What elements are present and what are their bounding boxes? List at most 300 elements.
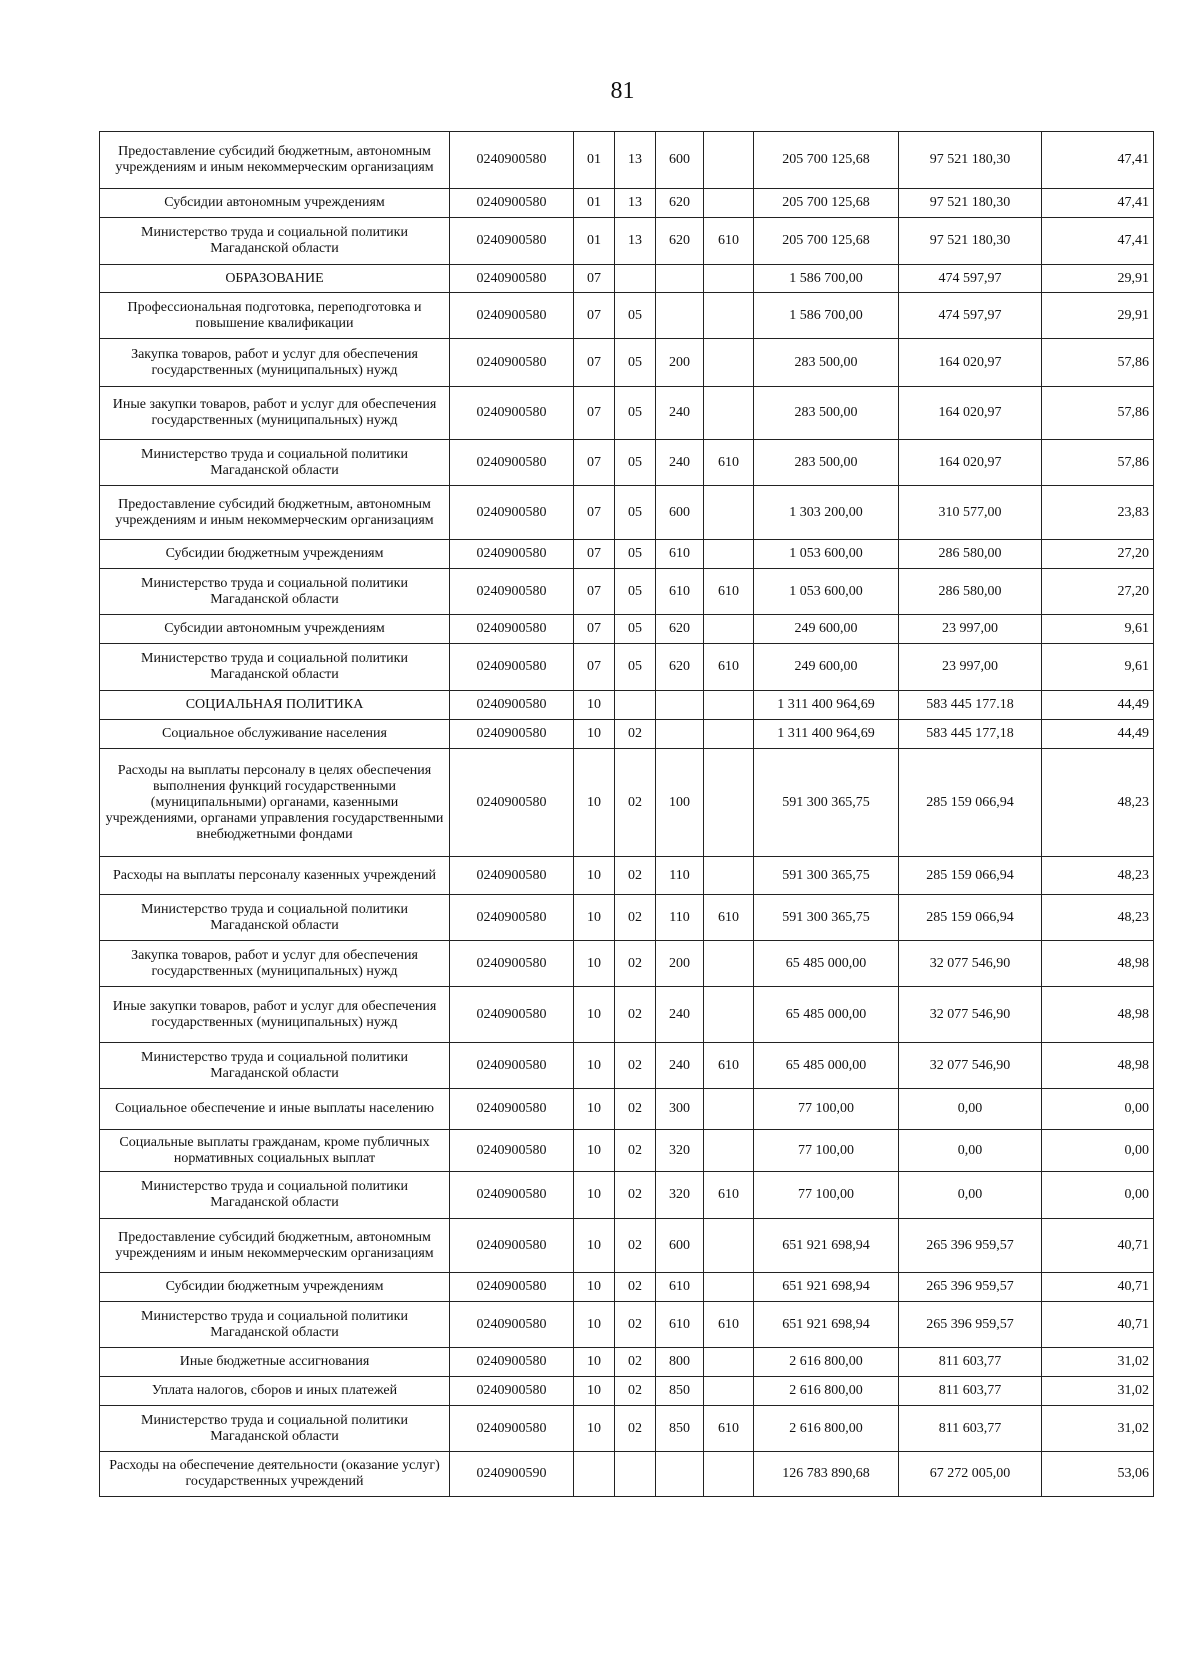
cell-csr: 0240900580: [450, 1302, 574, 1348]
cell-pr: 13: [615, 218, 656, 265]
table-row: [100, 615, 1154, 644]
cell-rz: 10: [574, 1406, 615, 1452]
cell-grbs: [704, 1348, 754, 1377]
cell-csr: 0240900580: [450, 644, 574, 691]
cell-grbs: 610: [704, 1406, 754, 1452]
cell-vr: 320: [656, 1130, 704, 1172]
cell-csr: 0240900580: [450, 440, 574, 486]
cell-csr: 0240900590: [450, 1452, 574, 1497]
cell-name: Расходы на обеспечение деятельности (оказание услуг) государственных учреждений: [100, 1452, 450, 1497]
cell-plan: 2 616 800,00: [754, 1406, 899, 1452]
table-row: [100, 218, 1154, 265]
cell-pr: 05: [615, 339, 656, 387]
cell-pct: 9,61: [1042, 644, 1154, 691]
cell-vr: 610: [656, 569, 704, 615]
cell-fact: 286 580,00: [899, 540, 1042, 569]
cell-pr: 02: [615, 1406, 656, 1452]
cell-csr: 0240900580: [450, 486, 574, 540]
cell-csr: 0240900580: [450, 1348, 574, 1377]
table-row: [100, 189, 1154, 218]
table-row: [100, 440, 1154, 486]
table-row: [100, 1043, 1154, 1089]
table-row: [100, 339, 1154, 387]
cell-pr: 02: [615, 1348, 656, 1377]
cell-pct: 48,23: [1042, 895, 1154, 941]
cell-vr: 610: [656, 1273, 704, 1302]
cell-plan: 65 485 000,00: [754, 1043, 899, 1089]
cell-csr: 0240900580: [450, 339, 574, 387]
cell-grbs: [704, 1377, 754, 1406]
table-row: [100, 569, 1154, 615]
cell-name: Министерство труда и социальной политики Магаданской области: [100, 1172, 450, 1219]
cell-rz: 07: [574, 540, 615, 569]
cell-rz: 10: [574, 1348, 615, 1377]
cell-pr: 02: [615, 895, 656, 941]
table-row: [100, 895, 1154, 941]
cell-vr: [656, 720, 704, 749]
cell-name: Министерство труда и социальной политики Магаданской области: [100, 440, 450, 486]
cell-fact: 583 445 177,18: [899, 720, 1042, 749]
cell-plan: 126 783 890,68: [754, 1452, 899, 1497]
cell-fact: 67 272 005,00: [899, 1452, 1042, 1497]
cell-vr: 300: [656, 1089, 704, 1130]
cell-pct: 47,41: [1042, 218, 1154, 265]
cell-pct: 44,49: [1042, 720, 1154, 749]
cell-vr: 620: [656, 644, 704, 691]
cell-pr: 02: [615, 1219, 656, 1273]
cell-pr: 02: [615, 1172, 656, 1219]
cell-name: Министерство труда и социальной политики Магаданской области: [100, 644, 450, 691]
cell-grbs: [704, 987, 754, 1043]
cell-plan: 283 500,00: [754, 387, 899, 440]
cell-plan: 1 586 700,00: [754, 293, 899, 339]
cell-rz: 01: [574, 132, 615, 189]
cell-pct: 57,86: [1042, 387, 1154, 440]
table-row: [100, 1273, 1154, 1302]
cell-name: Социальное обеспечение и иные выплаты населению: [100, 1089, 450, 1130]
cell-vr: 600: [656, 486, 704, 540]
cell-rz: 10: [574, 720, 615, 749]
cell-name: Субсидии бюджетным учреждениям: [100, 1273, 450, 1302]
cell-vr: 100: [656, 749, 704, 857]
cell-fact: 265 396 959,57: [899, 1219, 1042, 1273]
cell-pr: 05: [615, 387, 656, 440]
cell-grbs: 610: [704, 1172, 754, 1219]
cell-plan: 591 300 365,75: [754, 857, 899, 895]
cell-pct: 0,00: [1042, 1172, 1154, 1219]
cell-csr: 0240900580: [450, 1377, 574, 1406]
cell-name: Министерство труда и социальной политики Магаданской области: [100, 1406, 450, 1452]
cell-fact: 811 603,77: [899, 1348, 1042, 1377]
table-row: [100, 857, 1154, 895]
table-row: [100, 749, 1154, 857]
table-row: [100, 486, 1154, 540]
cell-fact: 164 020,97: [899, 387, 1042, 440]
cell-pct: 0,00: [1042, 1089, 1154, 1130]
cell-plan: 651 921 698,94: [754, 1273, 899, 1302]
cell-rz: 10: [574, 691, 615, 720]
cell-rz: 10: [574, 749, 615, 857]
cell-vr: 240: [656, 440, 704, 486]
cell-pct: 29,91: [1042, 293, 1154, 339]
cell-pct: 48,23: [1042, 749, 1154, 857]
cell-fact: 474 597,97: [899, 293, 1042, 339]
cell-rz: 07: [574, 339, 615, 387]
cell-grbs: [704, 720, 754, 749]
cell-rz: 07: [574, 293, 615, 339]
cell-name: Предоставление субсидий бюджетным, автономным учреждениям и иным некоммерческим организациям: [100, 1219, 450, 1273]
table-row: [100, 540, 1154, 569]
cell-vr: 850: [656, 1406, 704, 1452]
cell-grbs: [704, 265, 754, 293]
cell-fact: 285 159 066,94: [899, 895, 1042, 941]
cell-name: Министерство труда и социальной политики Магаданской области: [100, 218, 450, 265]
cell-grbs: 610: [704, 1043, 754, 1089]
cell-fact: 265 396 959,57: [899, 1273, 1042, 1302]
cell-vr: 240: [656, 387, 704, 440]
cell-fact: 0,00: [899, 1172, 1042, 1219]
cell-vr: 240: [656, 987, 704, 1043]
cell-pr: 05: [615, 486, 656, 540]
cell-fact: 32 077 546,90: [899, 1043, 1042, 1089]
cell-fact: 285 159 066,94: [899, 857, 1042, 895]
cell-pr: 13: [615, 189, 656, 218]
cell-fact: 286 580,00: [899, 569, 1042, 615]
cell-name: Субсидии автономным учреждениям: [100, 189, 450, 218]
cell-rz: [574, 1452, 615, 1497]
cell-pr: [615, 265, 656, 293]
table-row: [100, 1302, 1154, 1348]
cell-pct: 47,41: [1042, 189, 1154, 218]
cell-grbs: [704, 1130, 754, 1172]
cell-csr: 0240900580: [450, 1043, 574, 1089]
cell-rz: 07: [574, 486, 615, 540]
cell-name: Министерство труда и социальной политики Магаданской области: [100, 569, 450, 615]
cell-csr: 0240900580: [450, 218, 574, 265]
cell-pr: 02: [615, 1377, 656, 1406]
cell-grbs: [704, 749, 754, 857]
cell-fact: 265 396 959,57: [899, 1302, 1042, 1348]
cell-name: Иные закупки товаров, работ и услуг для обеспечения государственных (муниципальных) нужд: [100, 387, 450, 440]
cell-grbs: [704, 1273, 754, 1302]
cell-plan: 651 921 698,94: [754, 1219, 899, 1273]
cell-plan: 283 500,00: [754, 440, 899, 486]
cell-rz: 07: [574, 644, 615, 691]
table-row: [100, 691, 1154, 720]
cell-name: Предоставление субсидий бюджетным, автономным учреждениям и иным некоммерческим организациям: [100, 486, 450, 540]
cell-pct: 31,02: [1042, 1406, 1154, 1452]
cell-name: Социальные выплаты гражданам, кроме публичных нормативных социальных выплат: [100, 1130, 450, 1172]
cell-fact: 811 603,77: [899, 1377, 1042, 1406]
cell-pct: 0,00: [1042, 1130, 1154, 1172]
cell-csr: 0240900580: [450, 265, 574, 293]
cell-vr: 320: [656, 1172, 704, 1219]
cell-pct: 40,71: [1042, 1273, 1154, 1302]
cell-pr: 05: [615, 569, 656, 615]
table-row: [100, 1172, 1154, 1219]
cell-pr: 02: [615, 1043, 656, 1089]
cell-fact: 32 077 546,90: [899, 941, 1042, 987]
cell-rz: 07: [574, 569, 615, 615]
cell-fact: 0,00: [899, 1130, 1042, 1172]
cell-grbs: 610: [704, 644, 754, 691]
table-row: [100, 941, 1154, 987]
cell-fact: 23 997,00: [899, 644, 1042, 691]
cell-fact: 164 020,97: [899, 339, 1042, 387]
cell-rz: 10: [574, 1130, 615, 1172]
budget-table: [99, 131, 1154, 1497]
cell-vr: 850: [656, 1377, 704, 1406]
cell-grbs: [704, 132, 754, 189]
cell-plan: 591 300 365,75: [754, 749, 899, 857]
cell-plan: 77 100,00: [754, 1089, 899, 1130]
cell-fact: 811 603,77: [899, 1406, 1042, 1452]
cell-csr: 0240900580: [450, 189, 574, 218]
cell-grbs: [704, 941, 754, 987]
cell-plan: 205 700 125,68: [754, 218, 899, 265]
cell-grbs: 610: [704, 895, 754, 941]
cell-csr: 0240900580: [450, 749, 574, 857]
table-row: [100, 1348, 1154, 1377]
cell-pct: 40,71: [1042, 1219, 1154, 1273]
cell-name: Социальное обслуживание населения: [100, 720, 450, 749]
cell-grbs: 610: [704, 569, 754, 615]
cell-vr: 200: [656, 941, 704, 987]
cell-grbs: [704, 615, 754, 644]
cell-plan: 249 600,00: [754, 615, 899, 644]
cell-csr: 0240900580: [450, 387, 574, 440]
cell-grbs: [704, 339, 754, 387]
cell-name: ОБРАЗОВАНИЕ: [100, 265, 450, 293]
cell-pr: 02: [615, 1089, 656, 1130]
cell-plan: 249 600,00: [754, 644, 899, 691]
cell-fact: 97 521 180,30: [899, 189, 1042, 218]
cell-rz: 10: [574, 1302, 615, 1348]
cell-rz: 10: [574, 1172, 615, 1219]
table-row: [100, 1219, 1154, 1273]
cell-vr: [656, 265, 704, 293]
cell-rz: 10: [574, 1089, 615, 1130]
cell-name: Профессиональная подготовка, переподготовка и повышение квалификации: [100, 293, 450, 339]
cell-pct: 40,71: [1042, 1302, 1154, 1348]
cell-fact: 285 159 066,94: [899, 749, 1042, 857]
cell-vr: [656, 1452, 704, 1497]
cell-vr: 620: [656, 189, 704, 218]
cell-vr: 620: [656, 615, 704, 644]
cell-csr: 0240900580: [450, 941, 574, 987]
table-row: [100, 644, 1154, 691]
cell-csr: 0240900580: [450, 293, 574, 339]
table-row: [100, 1089, 1154, 1130]
cell-csr: 0240900580: [450, 132, 574, 189]
cell-pr: 05: [615, 540, 656, 569]
cell-fact: 474 597,97: [899, 265, 1042, 293]
cell-rz: 10: [574, 1043, 615, 1089]
cell-pct: 48,98: [1042, 987, 1154, 1043]
cell-pr: 02: [615, 987, 656, 1043]
cell-pct: 9,61: [1042, 615, 1154, 644]
cell-name: Министерство труда и социальной политики Магаданской области: [100, 895, 450, 941]
cell-plan: 2 616 800,00: [754, 1377, 899, 1406]
cell-plan: 1 053 600,00: [754, 540, 899, 569]
cell-rz: 10: [574, 857, 615, 895]
cell-rz: 10: [574, 941, 615, 987]
cell-grbs: [704, 189, 754, 218]
cell-plan: 205 700 125,68: [754, 189, 899, 218]
cell-pct: 48,98: [1042, 941, 1154, 987]
cell-pr: 02: [615, 1273, 656, 1302]
cell-pr: 05: [615, 293, 656, 339]
cell-vr: [656, 691, 704, 720]
cell-rz: 07: [574, 265, 615, 293]
cell-vr: 800: [656, 1348, 704, 1377]
cell-pct: 53,06: [1042, 1452, 1154, 1497]
cell-pr: 13: [615, 132, 656, 189]
cell-csr: 0240900580: [450, 720, 574, 749]
cell-plan: 1 303 200,00: [754, 486, 899, 540]
cell-plan: 651 921 698,94: [754, 1302, 899, 1348]
cell-grbs: [704, 486, 754, 540]
cell-fact: 0,00: [899, 1089, 1042, 1130]
cell-csr: 0240900580: [450, 1219, 574, 1273]
cell-name: Закупка товаров, работ и услуг для обеспечения государственных (муниципальных) нужд: [100, 941, 450, 987]
cell-pct: 48,23: [1042, 857, 1154, 895]
cell-grbs: [704, 1089, 754, 1130]
page-number: 81: [610, 78, 635, 104]
cell-fact: 32 077 546,90: [899, 987, 1042, 1043]
table-row: [100, 265, 1154, 293]
cell-vr: 610: [656, 1302, 704, 1348]
cell-vr: 600: [656, 132, 704, 189]
cell-grbs: [704, 1452, 754, 1497]
table-row: [100, 132, 1154, 189]
cell-name: Субсидии автономным учреждениям: [100, 615, 450, 644]
cell-pr: 05: [615, 440, 656, 486]
cell-fact: 583 445 177.18: [899, 691, 1042, 720]
cell-grbs: [704, 691, 754, 720]
cell-plan: 283 500,00: [754, 339, 899, 387]
cell-grbs: 610: [704, 440, 754, 486]
cell-vr: 110: [656, 857, 704, 895]
cell-csr: 0240900580: [450, 895, 574, 941]
table-row: [100, 1130, 1154, 1172]
cell-fact: 310 577,00: [899, 486, 1042, 540]
cell-plan: 65 485 000,00: [754, 941, 899, 987]
cell-vr: 240: [656, 1043, 704, 1089]
cell-rz: 07: [574, 615, 615, 644]
table-row: [100, 1452, 1154, 1497]
cell-pct: 57,86: [1042, 339, 1154, 387]
cell-csr: 0240900580: [450, 857, 574, 895]
cell-fact: 164 020,97: [899, 440, 1042, 486]
cell-rz: 10: [574, 987, 615, 1043]
cell-plan: 1 053 600,00: [754, 569, 899, 615]
table-row: [100, 1406, 1154, 1452]
cell-rz: 01: [574, 218, 615, 265]
cell-pr: 02: [615, 941, 656, 987]
cell-csr: 0240900580: [450, 1089, 574, 1130]
cell-grbs: [704, 387, 754, 440]
cell-csr: 0240900580: [450, 615, 574, 644]
cell-name: Предоставление субсидий бюджетным, автономным учреждениям и иным некоммерческим организациям: [100, 132, 450, 189]
cell-plan: 77 100,00: [754, 1172, 899, 1219]
cell-name: Субсидии бюджетным учреждениям: [100, 540, 450, 569]
cell-name: Иные бюджетные ассигнования: [100, 1348, 450, 1377]
cell-rz: 10: [574, 1377, 615, 1406]
table-row: [100, 293, 1154, 339]
cell-pct: 23,83: [1042, 486, 1154, 540]
cell-pr: 02: [615, 720, 656, 749]
cell-rz: 10: [574, 1273, 615, 1302]
cell-fact: 97 521 180,30: [899, 218, 1042, 265]
cell-pct: 48,98: [1042, 1043, 1154, 1089]
cell-rz: 07: [574, 387, 615, 440]
cell-csr: 0240900580: [450, 987, 574, 1043]
cell-plan: 2 616 800,00: [754, 1348, 899, 1377]
cell-grbs: 610: [704, 218, 754, 265]
cell-plan: 77 100,00: [754, 1130, 899, 1172]
cell-vr: 200: [656, 339, 704, 387]
cell-vr: [656, 293, 704, 339]
cell-pr: 05: [615, 615, 656, 644]
cell-rz: 01: [574, 189, 615, 218]
cell-plan: 1 586 700,00: [754, 265, 899, 293]
cell-csr: 0240900580: [450, 691, 574, 720]
cell-pr: 05: [615, 644, 656, 691]
cell-pr: 02: [615, 1302, 656, 1348]
cell-plan: 205 700 125,68: [754, 132, 899, 189]
cell-pr: 02: [615, 857, 656, 895]
cell-plan: 65 485 000,00: [754, 987, 899, 1043]
cell-grbs: [704, 293, 754, 339]
cell-pr: [615, 1452, 656, 1497]
cell-grbs: [704, 540, 754, 569]
cell-pct: 57,86: [1042, 440, 1154, 486]
cell-name: Закупка товаров, работ и услуг для обеспечения государственных (муниципальных) нужд: [100, 339, 450, 387]
cell-csr: 0240900580: [450, 540, 574, 569]
cell-csr: 0240900580: [450, 569, 574, 615]
cell-name: Расходы на выплаты персоналу в целях обеспечения выполнения функций государственными (муниципальными) органами, казенными учреждениями, органами управления государственными внебюджетными фондами: [100, 749, 450, 857]
cell-vr: 620: [656, 218, 704, 265]
table-row: [100, 987, 1154, 1043]
cell-csr: 0240900580: [450, 1273, 574, 1302]
cell-csr: 0240900580: [450, 1130, 574, 1172]
table-row: [100, 1377, 1154, 1406]
cell-pct: 29,91: [1042, 265, 1154, 293]
cell-rz: 10: [574, 895, 615, 941]
cell-fact: 23 997,00: [899, 615, 1042, 644]
cell-pct: 44,49: [1042, 691, 1154, 720]
table-row: [100, 387, 1154, 440]
cell-pct: 31,02: [1042, 1348, 1154, 1377]
cell-fact: 97 521 180,30: [899, 132, 1042, 189]
cell-name: Уплата налогов, сборов и иных платежей: [100, 1377, 450, 1406]
cell-grbs: [704, 1219, 754, 1273]
cell-plan: 1 311 400 964,69: [754, 720, 899, 749]
cell-pct: 31,02: [1042, 1377, 1154, 1406]
cell-rz: 10: [574, 1219, 615, 1273]
cell-pr: 02: [615, 1130, 656, 1172]
cell-grbs: [704, 857, 754, 895]
table-row: [100, 720, 1154, 749]
cell-pct: 47,41: [1042, 132, 1154, 189]
cell-vr: 600: [656, 1219, 704, 1273]
cell-name: Расходы на выплаты персоналу казенных учреждений: [100, 857, 450, 895]
cell-csr: 0240900580: [450, 1172, 574, 1219]
cell-name: Иные закупки товаров, работ и услуг для обеспечения государственных (муниципальных) нужд: [100, 987, 450, 1043]
cell-vr: 110: [656, 895, 704, 941]
cell-rz: 07: [574, 440, 615, 486]
